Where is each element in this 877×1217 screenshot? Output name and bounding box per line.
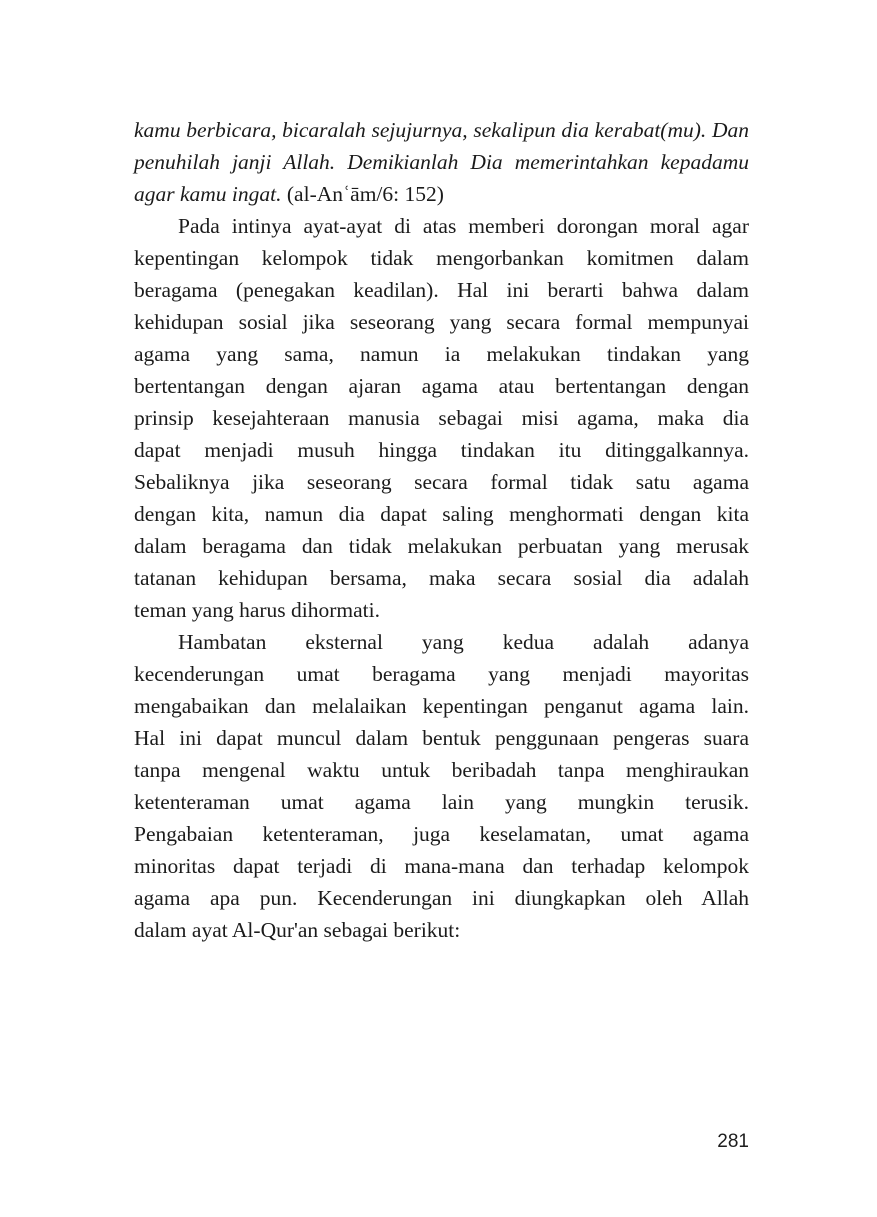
text-line: Pada intinya ayat-ayat di atas memberi dorongan moral agar bbox=[178, 214, 749, 238]
text-line: kecenderungan umat beragama yang menjadi mayoritas bbox=[134, 662, 749, 686]
text-line: teman yang harus dihormati. bbox=[134, 598, 380, 622]
text-line: tanpa mengenal waktu untuk beribadah tanpa menghiraukan bbox=[134, 758, 749, 782]
quran-quote-paragraph bbox=[134, 114, 749, 210]
quote-italic-text: agar kamu ingat. bbox=[134, 182, 282, 206]
text-line bbox=[134, 146, 749, 178]
text-line: agama apa pun. Kecenderungan ini diungkapkan oleh Allah bbox=[134, 886, 749, 910]
body-paragraph-1 bbox=[134, 210, 749, 626]
text-line: agama yang sama, namun ia melakukan tindakan yang bbox=[134, 342, 749, 366]
text-line: bertentangan dengan ajaran agama atau bertentangan dengan bbox=[134, 374, 749, 398]
text-line: dengan kita, namun dia dapat saling menghormati dengan kita bbox=[134, 502, 749, 526]
text-line: dapat menjadi musuh hingga tindakan itu ditinggalkannya. bbox=[134, 438, 749, 462]
text-line: kehidupan sosial jika seseorang yang secara formal mempunyai bbox=[134, 310, 749, 334]
text-line: Pengabaian ketenteraman, juga keselamatan, umat agama bbox=[134, 822, 749, 846]
quote-italic-text: penuhilah janji Allah. Demikianlah Dia memerintahkan kepadamu bbox=[134, 150, 749, 174]
text-line bbox=[134, 114, 749, 146]
text-line: dalam beragama dan tidak melakukan perbuatan yang merusak bbox=[134, 534, 749, 558]
text-line: ketenteraman umat agama lain yang mungkin terusik. bbox=[134, 790, 749, 814]
quote-reference-text: (al-Anʿām/6: 152) bbox=[281, 182, 444, 206]
text-line: prinsip kesejahteraan manusia sebagai misi agama, maka dia bbox=[134, 406, 749, 430]
text-line: kepentingan kelompok tidak mengorbankan komitmen dalam bbox=[134, 246, 749, 270]
text-line: Hambatan eksternal yang kedua adalah adanya bbox=[178, 630, 749, 654]
body-paragraph-2 bbox=[134, 626, 749, 946]
text-line: Hal ini dapat muncul dalam bentuk penggunaan pengeras suara bbox=[134, 726, 749, 750]
text-line bbox=[134, 178, 749, 210]
quote-italic-text: kamu berbicara, bicaralah sejujurnya, sekalipun dia kerabat(mu). Dan bbox=[134, 118, 749, 142]
text-line: beragama (penegakan keadilan). Hal ini berarti bahwa dalam bbox=[134, 278, 749, 302]
page-text-block bbox=[134, 114, 749, 946]
text-line: tatanan kehidupan bersama, maka secara sosial dia adalah bbox=[134, 566, 749, 590]
text-line: Sebaliknya jika seseorang secara formal tidak satu agama bbox=[134, 470, 749, 494]
page-number: 281 bbox=[717, 1131, 749, 1152]
text-line: dalam ayat Al-Qur'an sebagai berikut: bbox=[134, 918, 461, 942]
text-line: mengabaikan dan melalaikan kepentingan penganut agama lain. bbox=[134, 694, 749, 718]
text-line: minoritas dapat terjadi di mana-mana dan terhadap kelompok bbox=[134, 854, 749, 878]
